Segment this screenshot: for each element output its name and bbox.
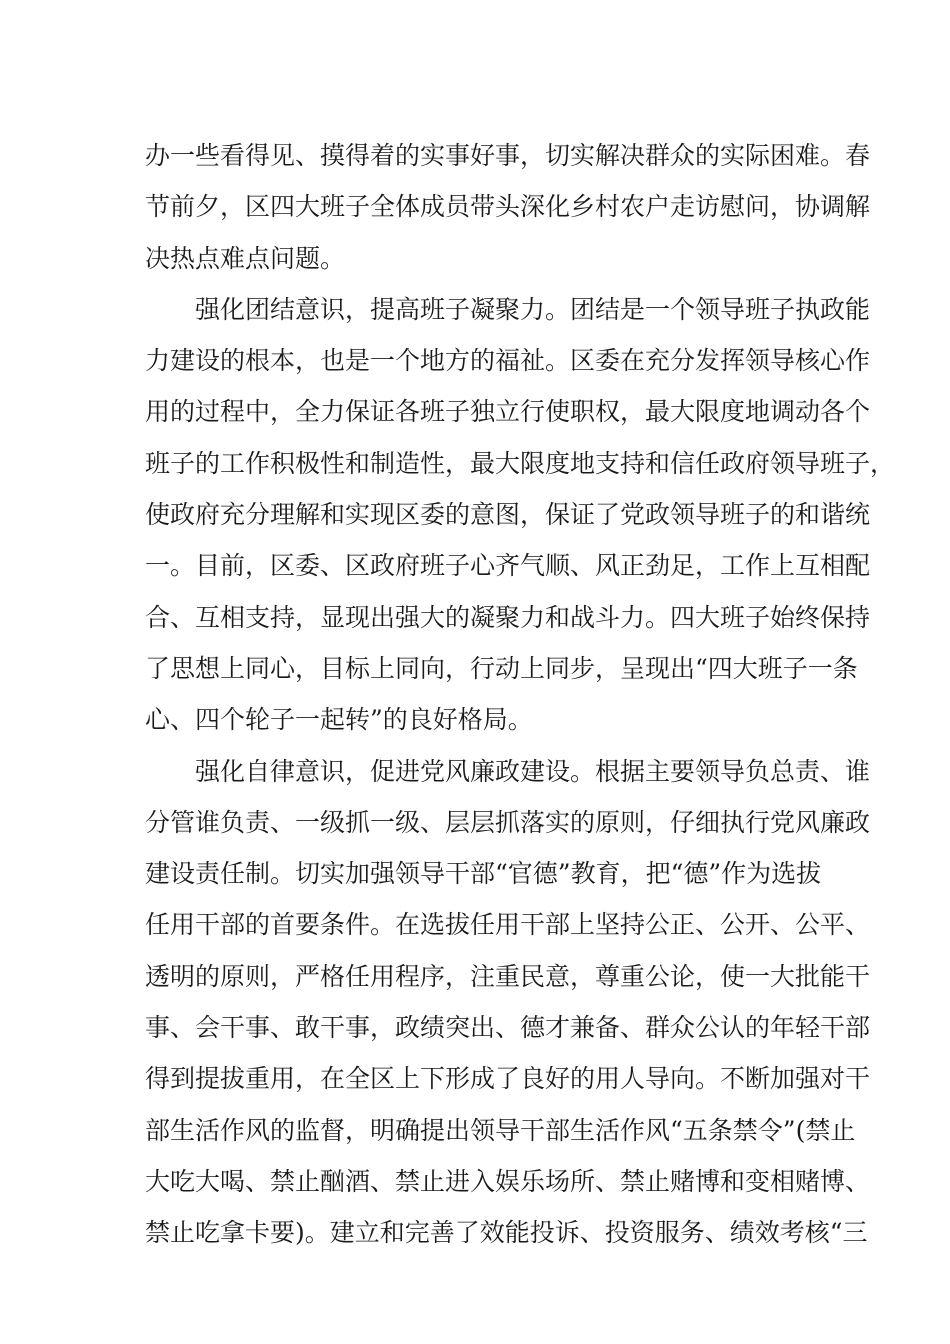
text-line: 强化团结意识，提高班子凝聚力。团结是一个领导班子执政能 [195,294,871,324]
text-line: 用的过程中，全力保证各班子独立行使职权，最大限度地调动各个 [145,397,871,427]
text-line: 节前夕，区四大班子全体成员带头深化乡村农户走访慰问，协调解 [145,192,871,222]
text-line: 建设责任制。切实加强领导干部“官德”教育，把“德”作为选拔 [145,859,822,889]
text-line: 强化自律意识，促进党风廉政建设。根据主要领导负总责、谁 [195,756,871,786]
text-line: 一。目前，区委、区政府班子心齐气顺、风正劲足，工作上互相配 [145,551,871,581]
text-line: 禁止吃拿卡要)。建立和完善了效能投诉、投资服务、绩效考核“三 [145,1218,868,1248]
text-line: 办一些看得见、摸得着的实事好事，切实解决群众的实际困难。春 [145,141,871,170]
document-body [145,130,896,1259]
text-line: 班子的工作积极性和制造性，最大限度地支持和信任政府领导班子， [145,448,896,478]
text-line: 力建设的根本，也是一个地方的福祉。区委在充分发挥领导核心作 [145,346,871,376]
text-line: 得到提拔重用，在全区上下形成了良好的用人导向。不断加强对干 [145,1064,871,1094]
text-line: 心、四个轮子一起转”的良好格局。 [145,705,533,735]
text-line: 透明的原则，严格任用程序，注重民意，尊重公论，使一大批能干 [145,961,871,991]
text-line: 大吃大喝、禁止酗酒、禁止进入娱乐场所、禁止赌博和变相赌博、 [145,1166,871,1196]
text-line: 合、互相支持，显现出强大的凝聚力和战斗力。四大班子始终保持 [145,602,871,632]
text-line: 了思想上同心，目标上同向，行动上同步，呈现出“四大班子一条 [145,653,858,683]
text-line: 事、会干事、敢干事，政绩突出、德才兼备、群众公认的年轻干部 [145,1013,871,1043]
text-line: 决热点难点问题。 [145,243,346,273]
text-line: 使政府充分理解和实现区委的意图，保证了党政领导班子的和谐统 [145,500,871,530]
text-line: 部生活作风的监督，明确提出领导干部生活作风“五条禁令”(禁止 [145,1115,856,1145]
text-line: 分管谁负责、一级抓一级、层层抓落实的原则，仔细执行党风廉政 [145,807,871,837]
text-line: 任用干部的首要条件。在选拔任用干部上坚持公正、公开、公平、 [145,910,871,940]
